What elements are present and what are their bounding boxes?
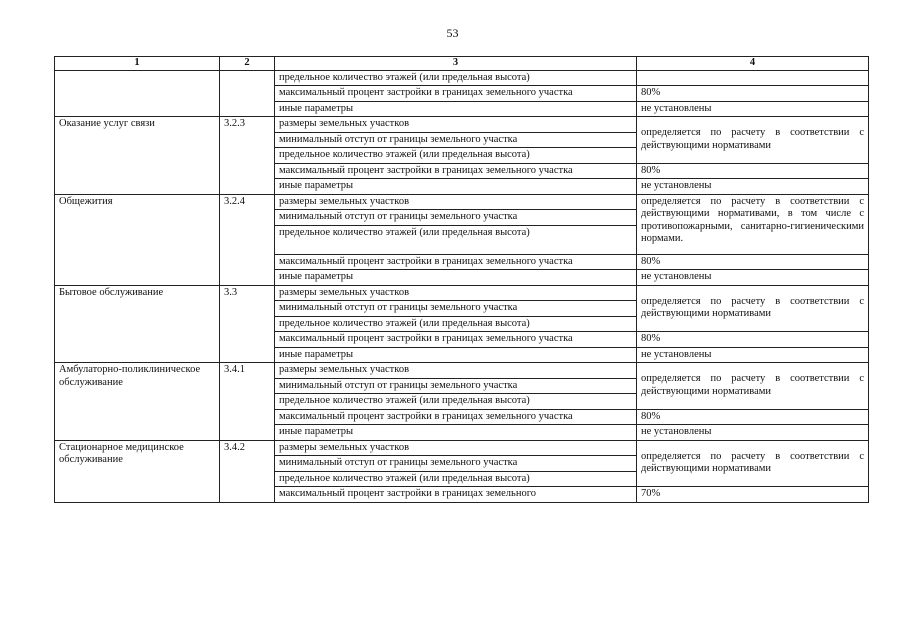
- table-row: [55, 285, 869, 301]
- param-cell: предельное количество этажей (или предельная высота): [275, 148, 637, 164]
- param-cell: максимальный процент застройки в границах земельного участка: [275, 163, 637, 179]
- value-cell: определяется по расчету в соответствии с действующими нормативами: [637, 117, 869, 164]
- value-cell: определяется по расчету в соответствии с действующими нормативами: [637, 440, 869, 487]
- param-cell: максимальный процент застройки в границах земельного участка: [275, 254, 637, 270]
- param-cell: размеры земельных участков: [275, 285, 637, 301]
- value-cell: 70%: [637, 487, 869, 503]
- param-cell: максимальный процент застройки в границах земельного: [275, 487, 637, 503]
- header-row: [55, 57, 869, 71]
- column-header-4: 4: [637, 57, 869, 71]
- param-cell: размеры земельных участков: [275, 117, 637, 133]
- value-cell: [637, 70, 869, 86]
- param-cell: иные параметры: [275, 101, 637, 117]
- group-name-cell: Амбулаторно-поликлиническое обслуживание: [55, 363, 220, 441]
- param-cell: максимальный процент застройки в границах земельного участка: [275, 409, 637, 425]
- value-cell: определяется по расчету в соответствии с действующими нормативами: [637, 363, 869, 410]
- param-cell: максимальный процент застройки в границах земельного участка: [275, 332, 637, 348]
- group-name-cell: Стационарное медицинское обслуживание: [55, 440, 220, 502]
- value-cell: определяется по расчету в соответствии с действующими нормативами: [637, 285, 869, 332]
- value-cell: 80%: [637, 254, 869, 270]
- group-name-cell: [55, 70, 220, 117]
- param-cell: минимальный отступ от границы земельного участка: [275, 378, 637, 394]
- page-number: 53: [446, 26, 459, 40]
- param-cell: минимальный отступ от границы земельного участка: [275, 132, 637, 148]
- group-code-cell: 3.4.1: [220, 363, 275, 441]
- param-cell: иные параметры: [275, 425, 637, 441]
- table-row: [55, 440, 869, 456]
- param-cell: иные параметры: [275, 179, 637, 195]
- value-cell: не установлены: [637, 425, 869, 441]
- group-code-cell: [220, 70, 275, 117]
- value-cell: 80%: [637, 163, 869, 179]
- group-code-cell: 3.2.3: [220, 117, 275, 195]
- param-cell: предельное количество этажей (или предельная высота): [275, 225, 637, 254]
- param-cell: иные параметры: [275, 347, 637, 363]
- group-name-cell: Бытовое обслуживание: [55, 285, 220, 363]
- value-cell: 80%: [637, 86, 869, 102]
- value-cell: не установлены: [637, 101, 869, 117]
- table-row: [55, 194, 869, 210]
- param-cell: минимальный отступ от границы земельного участка: [275, 456, 637, 472]
- value-cell: определяется по расчету в соответствии с действующими нормативами, в том числе с противопожарными, санитарно-гигиеническими нормами.: [637, 194, 869, 254]
- value-cell: не установлены: [637, 270, 869, 286]
- value-cell: не установлены: [637, 179, 869, 195]
- value-cell: 80%: [637, 332, 869, 348]
- param-cell: предельное количество этажей (или предельная высота): [275, 70, 637, 86]
- column-header-1: 1: [55, 57, 220, 71]
- param-cell: предельное количество этажей (или предельная высота): [275, 316, 637, 332]
- param-cell: минимальный отступ от границы земельного участка: [275, 301, 637, 317]
- param-cell: иные параметры: [275, 270, 637, 286]
- param-cell: размеры земельных участков: [275, 440, 637, 456]
- param-cell: максимальный процент застройки в границах земельного участка: [275, 86, 637, 102]
- param-cell: размеры земельных участков: [275, 194, 637, 210]
- table-row: [55, 70, 869, 86]
- param-cell: предельное количество этажей (или предельная высота): [275, 471, 637, 487]
- param-cell: размеры земельных участков: [275, 363, 637, 379]
- value-cell: 80%: [637, 409, 869, 425]
- table-row: [55, 363, 869, 379]
- column-header-3: 3: [275, 57, 637, 71]
- group-name-cell: Оказание услуг связи: [55, 117, 220, 195]
- group-code-cell: 3.3: [220, 285, 275, 363]
- param-cell: предельное количество этажей (или предельная высота): [275, 394, 637, 410]
- table-row: [55, 117, 869, 133]
- regulations-table: [54, 56, 869, 503]
- value-cell: не установлены: [637, 347, 869, 363]
- group-code-cell: 3.2.4: [220, 194, 275, 285]
- column-header-2: 2: [220, 57, 275, 71]
- param-cell: минимальный отступ от границы земельного участка: [275, 210, 637, 226]
- group-name-cell: Общежития: [55, 194, 220, 285]
- group-code-cell: 3.4.2: [220, 440, 275, 502]
